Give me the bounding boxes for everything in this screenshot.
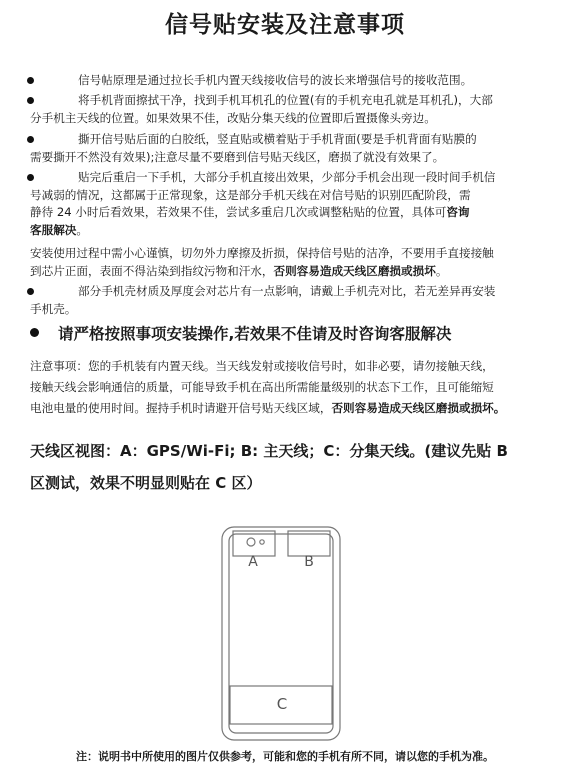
bullet-text: 。 (76, 222, 88, 237)
caution-line: 。 (493, 401, 506, 415)
zone-b-box (288, 531, 330, 556)
caution-line: 电池电量的使用时间。握持手机时请避开信号贴天线区域， (30, 401, 332, 415)
antenna-line: 区测试，效果不明显则贴在 C 区） (30, 474, 262, 492)
caution-warning: 否则容易造成天线区磨损或损坏 (331, 401, 494, 415)
usage-warning: 否则容易造成天线区磨损或损坏 (273, 263, 436, 278)
usage-line: 到芯片正面，表面不得沾染到指纹污物和汗水， (30, 263, 274, 278)
bullet-text: 手机壳。 (30, 301, 77, 316)
bullet-text: 分手机主天线的位置。如果效果不佳，改贴分集天线的位置即后置摄像头旁边。 (30, 110, 436, 125)
usage-line: 。 (435, 263, 448, 278)
bullet-text: 静待 24 小时后看效果，若效果不佳，尝试多重启几次或调整粘贴的位置，具体可 (30, 205, 447, 220)
bullet-text: 号减弱的情况，这都属于正常现象，这是部分手机天线在对信号贴的识别匹配阶段，需 (30, 187, 471, 202)
bullet-text: 需要撕开不然没有效果);注意尽量不要磨到信号贴天线区，磨损了就没有效果了。 (30, 149, 445, 164)
zone-a-label: A (248, 554, 258, 570)
zone-b-label: B (304, 554, 314, 570)
bullet-text: 贴完后重启一下手机，大部分手机直接出效果，少部分手机会出现一段时间手机信 (78, 170, 496, 184)
page-title: 信号贴安装及注意事项 (165, 12, 405, 38)
caution-line: 注意事项：您的手机装有内置天线。当天线发射或接收信号时，如非必要，请勿接触天线， (30, 359, 494, 373)
caution-line: 接触天线会影响通信的质量，可能导致手机在高出所需能量级别的状态下工作，且可能缩短 (30, 380, 494, 394)
emphasis-note: 请严格按照事项安装操作,若效果不佳请及时咨询客服解决 (58, 325, 452, 343)
bullet-text: 信号帖原理是通过拉长手机内置天线接收信号的波长来增强信号的接收范围。 (78, 73, 473, 87)
flash-icon (260, 540, 264, 544)
usage-line: 安装使用过程中需小心谨慎，切勿外力摩擦及折损，保持信号贴的洁净，不要用手直接接触 (30, 246, 494, 260)
camera-icon (247, 538, 255, 546)
zone-c-label: C (276, 695, 288, 713)
zone-a-box (233, 531, 275, 556)
bullet-text: 部分手机壳材质及厚度会对芯片有一点影响，请戴上手机壳对比，若无差异再安装 (78, 284, 496, 298)
bullet-text: 将手机背面擦拭干净，找到手机耳机孔的位置(有的手机充电孔就是耳机孔)，大部 (78, 93, 493, 107)
bullet-bold-text: 客服解决 (30, 222, 77, 237)
bullet-text: 撕开信号贴后面的白胶纸，竖直贴或横着贴于手机背面(要是手机背面有贴膜的 (78, 132, 477, 146)
footer-disclaimer: 注：说明书中所使用的图片仅供参考，可能和您的手机有所不同，请以您的手机为准。 (76, 750, 494, 763)
bullet-bold-text: 咨询 (446, 205, 470, 220)
antenna-line: 天线区视图：A：GPS/Wi-Fi; B: 主天线；C：分集天线。(建议先贴 B (30, 442, 508, 460)
